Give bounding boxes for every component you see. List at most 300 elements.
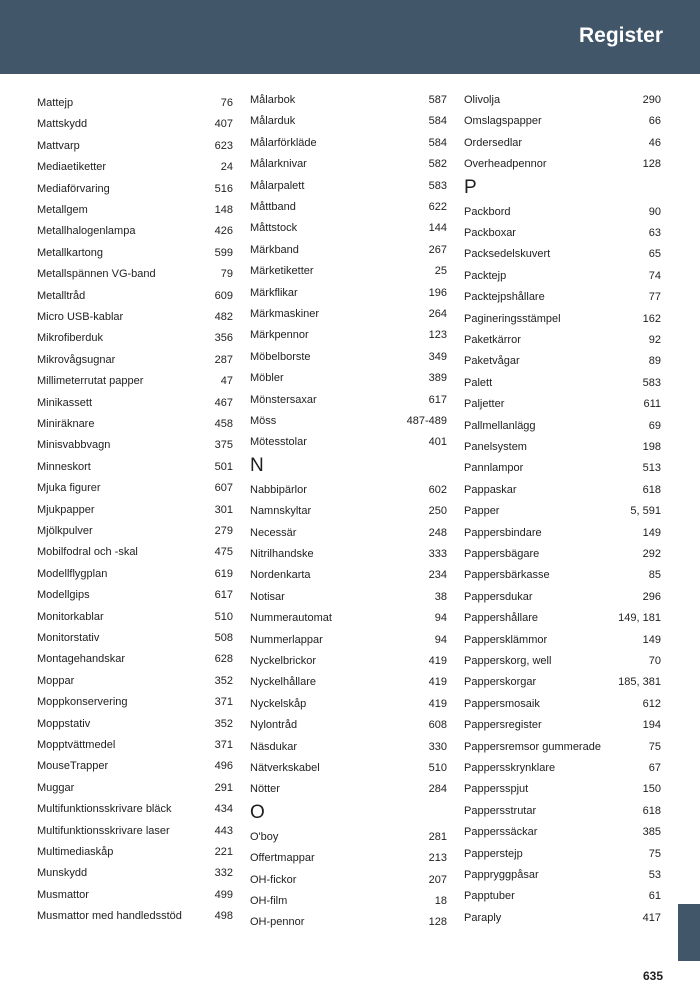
index-entry xyxy=(37,94,233,112)
index-entry xyxy=(464,631,661,649)
index-term: Mötesstolar xyxy=(250,436,307,449)
index-entry xyxy=(464,909,661,927)
index-page-ref: 622 xyxy=(428,201,447,213)
index-page-ref: 375 xyxy=(214,439,233,452)
index-term: OH-pennor xyxy=(250,916,305,929)
index-page-ref: 599 xyxy=(214,246,233,259)
index-page-ref: 419 xyxy=(428,676,447,689)
index-page-ref: 508 xyxy=(214,632,233,644)
index-term: Möss xyxy=(250,415,277,427)
index-entry xyxy=(464,802,661,820)
index-page-ref: 482 xyxy=(214,311,233,323)
index-entry xyxy=(37,672,233,690)
index-page-ref: 150 xyxy=(642,783,661,796)
index-term: Metallspännen VG-band xyxy=(37,268,156,281)
index-entry xyxy=(250,871,447,889)
index-page-ref: 90 xyxy=(648,205,661,218)
index-page-ref: 475 xyxy=(214,546,233,559)
index-entry xyxy=(464,566,661,584)
index-page-ref: 611 xyxy=(643,398,661,411)
index-term: Necessär xyxy=(250,526,297,539)
index-page-ref: 148 xyxy=(214,204,233,216)
index-entry xyxy=(250,716,447,734)
index-term: Minneskort xyxy=(37,460,91,473)
index-page-ref: 287 xyxy=(214,353,233,366)
index-page-ref: 608 xyxy=(428,719,447,732)
index-term: Pagineringsstämpel xyxy=(464,312,561,325)
index-entry xyxy=(464,155,661,173)
index-term: Monitorstativ xyxy=(37,632,100,644)
index-term: Packtejp xyxy=(464,269,507,282)
index-page-ref: 623 xyxy=(214,139,233,152)
index-page-ref: 301 xyxy=(214,503,233,516)
index-page-ref: 587 xyxy=(428,94,447,106)
index-term: Nyckelbrickor xyxy=(250,655,317,667)
index-page-ref: 123 xyxy=(428,329,447,342)
index-entry xyxy=(464,524,661,542)
index-term: Pannlampor xyxy=(464,462,524,475)
index-entry xyxy=(37,522,233,540)
index-entry xyxy=(250,502,447,520)
index-entry xyxy=(37,715,233,733)
index-page-ref: 75 xyxy=(648,740,661,753)
index-entry xyxy=(37,394,233,412)
index-entry xyxy=(250,695,447,713)
index-term: OH-film xyxy=(250,895,288,907)
index-page-ref: 371 xyxy=(214,739,233,751)
index-entry xyxy=(250,481,447,499)
index-entry xyxy=(250,892,447,910)
index-entry xyxy=(464,545,661,563)
index-entry xyxy=(464,331,661,349)
index-page-ref: 53 xyxy=(648,869,661,881)
index-page-ref: 513 xyxy=(642,462,661,475)
index-entry xyxy=(464,310,661,328)
index-entry xyxy=(464,459,661,477)
index-page-ref: 617 xyxy=(428,393,447,406)
index-page-ref: 149 xyxy=(642,633,661,646)
index-term: Metallhalogenlampa xyxy=(37,225,136,238)
section-tab-marker xyxy=(678,904,700,961)
index-entry xyxy=(464,112,661,130)
index-entry xyxy=(37,501,233,519)
index-entry xyxy=(250,305,447,323)
index-entry xyxy=(37,436,233,454)
index-page-ref: 487-489 xyxy=(406,415,447,427)
index-term: Monitorkablar xyxy=(37,610,104,623)
index-term: Pappersbärkasse xyxy=(464,569,550,582)
index-entry xyxy=(250,348,447,366)
index-page-ref: 498 xyxy=(214,910,233,923)
index-entry xyxy=(464,417,661,435)
index-page-ref: 79 xyxy=(220,268,233,281)
index-term: Pappersmosaik xyxy=(464,697,540,710)
index-page-ref: 128 xyxy=(642,158,661,171)
section-letter xyxy=(250,801,447,825)
index-entry xyxy=(250,849,447,867)
index-entry xyxy=(464,267,661,285)
index-entry xyxy=(37,650,233,668)
index-entry xyxy=(464,716,661,734)
index-entry xyxy=(37,822,233,840)
index-page-ref: 77 xyxy=(648,291,661,304)
index-term: Mjukpapper xyxy=(37,503,95,516)
index-entry xyxy=(250,673,447,691)
index-term: Märkband xyxy=(250,243,299,256)
index-page-ref: 279 xyxy=(214,525,233,537)
index-page-ref: 198 xyxy=(642,441,661,453)
index-entry xyxy=(464,609,661,627)
index-entry xyxy=(464,887,661,905)
index-entry xyxy=(464,481,661,499)
index-term: Målarpalett xyxy=(250,179,305,192)
index-page-ref: 144 xyxy=(428,222,447,235)
index-term: Märketiketter xyxy=(250,265,314,278)
index-entry xyxy=(37,372,233,390)
index-term: Mikrovågsugnar xyxy=(37,353,116,366)
index-term: Måttstock xyxy=(250,222,298,235)
index-term: Nötter xyxy=(250,783,280,796)
index-term: Pappersbägare xyxy=(464,548,540,560)
index-term: Minisvabbvagn xyxy=(37,439,111,452)
index-entry xyxy=(250,198,447,216)
index-term: Palett xyxy=(464,376,493,389)
index-entry xyxy=(250,112,447,130)
index-page-ref: 332 xyxy=(214,867,233,880)
index-page-ref: 75 xyxy=(648,847,661,860)
index-page-ref: 496 xyxy=(214,760,233,773)
index-page-ref: 510 xyxy=(428,762,447,774)
index-entry xyxy=(250,631,447,649)
index-page-ref: 24 xyxy=(220,161,233,174)
index-page-ref: 94 xyxy=(434,612,447,625)
index-page-ref: 618 xyxy=(642,804,661,817)
index-page-ref: 63 xyxy=(648,227,661,239)
index-term: Pappryggpåsar xyxy=(464,869,539,881)
index-term: Millimeterrutat papper xyxy=(37,375,144,388)
index-page-ref: 352 xyxy=(214,717,233,730)
index-entry xyxy=(250,134,447,152)
index-term: Ordersedlar xyxy=(464,136,523,149)
index-page-ref: 628 xyxy=(214,653,233,666)
index-entry xyxy=(37,415,233,433)
index-entry xyxy=(37,158,233,176)
index-term: Pappersspjut xyxy=(464,783,529,796)
index-page-ref: 25 xyxy=(434,265,447,278)
index-page-ref: 352 xyxy=(214,674,233,687)
index-entry xyxy=(464,352,661,370)
index-term: Nordenkarta xyxy=(250,569,311,582)
index-term: Metallkartong xyxy=(37,246,104,259)
index-page-ref: 5, 591 xyxy=(630,505,661,518)
index-entry xyxy=(464,245,661,263)
index-page-ref: 385 xyxy=(642,826,661,839)
index-entry xyxy=(37,736,233,754)
index-term: Paketkärror xyxy=(464,334,521,346)
index-entry xyxy=(250,412,447,430)
index-term: Mönstersaxar xyxy=(250,393,317,406)
index-term: Märkmaskiner xyxy=(250,308,320,320)
index-entry xyxy=(464,845,661,863)
index-term: Nyckelskåp xyxy=(250,697,307,710)
page-title: Register xyxy=(578,24,663,47)
index-entry xyxy=(464,695,661,713)
index-entry xyxy=(250,241,447,259)
index-term: Nyckelhållare xyxy=(250,676,317,689)
index-page-ref: 467 xyxy=(214,396,233,409)
index-entry xyxy=(250,219,447,237)
index-term: Overheadpennor xyxy=(464,158,547,171)
index-term: Nummerautomat xyxy=(250,612,332,625)
index-term: Muggar xyxy=(37,781,75,794)
index-entry xyxy=(250,566,447,584)
index-term: Papperskorgar xyxy=(464,676,537,689)
index-page-ref: 213 xyxy=(428,852,447,865)
index-page-ref: 582 xyxy=(428,158,447,171)
index-term: Mopptvättmedel xyxy=(37,739,116,751)
index-entry xyxy=(37,265,233,283)
index-page-ref: 46 xyxy=(648,136,661,149)
index-page-ref: 264 xyxy=(428,308,447,320)
index-page-ref: 281 xyxy=(428,830,447,843)
index-page-ref: 371 xyxy=(214,696,233,709)
index-term: Mobilfodral och -skal xyxy=(37,546,138,559)
index-entry xyxy=(37,800,233,818)
index-term: Papperssäckar xyxy=(464,826,538,839)
index-entry xyxy=(464,134,661,152)
index-term: Papperskorg, well xyxy=(464,655,552,667)
index-entry xyxy=(250,913,447,931)
index-page-ref: 92 xyxy=(648,334,661,346)
index-term: Märkpennor xyxy=(250,329,309,342)
index-term: Papperstejp xyxy=(464,847,523,860)
index-term: Mattskydd xyxy=(37,118,88,131)
index-entry xyxy=(250,284,447,302)
index-page-ref: 499 xyxy=(214,888,233,901)
index-entry xyxy=(37,287,233,305)
index-page-ref: 443 xyxy=(214,824,233,837)
index-entry xyxy=(250,391,447,409)
index-entry xyxy=(250,652,447,670)
index-entry xyxy=(37,907,233,925)
index-entry xyxy=(464,224,661,242)
index-term: Näsdukar xyxy=(250,740,298,753)
section-letter-text: O xyxy=(250,801,265,823)
index-entry xyxy=(37,351,233,369)
index-entry xyxy=(250,588,447,606)
index-entry xyxy=(250,738,447,756)
index-entry xyxy=(464,91,661,109)
index-page-ref: 389 xyxy=(428,372,447,385)
index-term: Omslagspapper xyxy=(464,115,542,128)
index-term: Mediaförvaring xyxy=(37,182,110,195)
index-entry xyxy=(37,308,233,326)
index-page-ref: 583 xyxy=(428,179,447,192)
index-term: Namnskyltar xyxy=(250,505,312,518)
index-term: Moppstativ xyxy=(37,717,91,730)
index-page-ref: 419 xyxy=(428,655,447,667)
index-entry xyxy=(464,780,661,798)
index-term: Papptuber xyxy=(464,890,515,903)
index-entry xyxy=(250,828,447,846)
index-page-ref: 619 xyxy=(214,567,233,580)
index-term: Mjölkpulver xyxy=(37,525,93,537)
index-term: Pappersdukar xyxy=(464,590,533,603)
index-term: OH-fickor xyxy=(250,873,297,886)
index-term: Möbler xyxy=(250,372,284,385)
index-page-ref: 356 xyxy=(214,332,233,345)
index-page-ref: 333 xyxy=(428,548,447,560)
index-term: Mjuka figurer xyxy=(37,482,101,495)
index-page-ref: 330 xyxy=(428,740,447,753)
index-entry xyxy=(37,479,233,497)
index-page-ref: 61 xyxy=(648,890,661,903)
index-entry xyxy=(464,866,661,884)
index-entry xyxy=(37,779,233,797)
index-entry xyxy=(464,738,661,756)
index-page-ref: 291 xyxy=(214,781,233,794)
index-entry xyxy=(464,502,661,520)
index-entry xyxy=(464,823,661,841)
index-term: Nitrilhandske xyxy=(250,548,314,560)
index-entry xyxy=(37,693,233,711)
index-entry xyxy=(250,545,447,563)
index-entry xyxy=(37,180,233,198)
index-entry xyxy=(37,222,233,240)
page-number: 635 xyxy=(642,969,663,983)
index-term: Möbelborste xyxy=(250,350,311,363)
index-page-ref: 248 xyxy=(428,526,447,539)
index-page-ref: 74 xyxy=(648,269,661,282)
index-entry xyxy=(37,843,233,861)
index-entry xyxy=(250,369,447,387)
index-page-ref: 434 xyxy=(214,803,233,816)
index-page-ref: 196 xyxy=(428,286,447,299)
index-page-ref: 47 xyxy=(220,375,233,388)
index-page-ref: 70 xyxy=(648,655,661,667)
index-entry xyxy=(464,438,661,456)
index-page-ref: 250 xyxy=(428,505,447,518)
index-entry xyxy=(250,326,447,344)
index-page-ref: 67 xyxy=(648,762,661,774)
index-term: O'boy xyxy=(250,830,279,843)
index-entry xyxy=(37,329,233,347)
index-term: Moppkonservering xyxy=(37,696,128,709)
index-page-ref: 185, 381 xyxy=(618,676,661,689)
index-term: Panelsystem xyxy=(464,441,527,453)
index-entry xyxy=(464,588,661,606)
index-term: Micro USB-kablar xyxy=(37,311,124,323)
index-page-ref: 401 xyxy=(428,436,447,449)
index-term: Miniräknare xyxy=(37,418,95,430)
index-term: Målarförkläde xyxy=(250,136,317,149)
index-page-ref: 612 xyxy=(642,697,661,710)
index-term: Paketvågar xyxy=(464,355,520,368)
page-header-band xyxy=(0,0,700,74)
index-page-ref: 584 xyxy=(428,136,447,149)
index-term: Minikassett xyxy=(37,396,93,409)
index-page-ref: 162 xyxy=(642,312,661,325)
index-term: Pallmellanlägg xyxy=(464,419,536,432)
index-term: Mediaetiketter xyxy=(37,161,107,174)
index-term: Målarknivar xyxy=(250,158,307,171)
index-page-ref: 290 xyxy=(642,94,661,106)
index-entry xyxy=(37,115,233,133)
index-term: Modellflygplan xyxy=(37,567,108,580)
index-term: MouseTrapper xyxy=(37,760,109,773)
index-term: Pappersremsor gummerade xyxy=(464,740,601,753)
index-term: Notisar xyxy=(250,590,285,603)
index-page-ref: 501 xyxy=(214,460,233,473)
index-term: Metallgem xyxy=(37,204,88,216)
index-page-ref: 85 xyxy=(648,569,661,582)
index-entry xyxy=(37,137,233,155)
index-term: Pappersstrutar xyxy=(464,804,537,817)
index-term: Multifunktionsskrivare bläck xyxy=(37,803,172,816)
index-page-ref: 419 xyxy=(428,697,447,710)
index-page-ref: 149, 181 xyxy=(618,612,661,625)
index-term: Nätverkskabel xyxy=(250,762,320,774)
index-entry xyxy=(464,673,661,691)
index-page-ref: 458 xyxy=(214,418,233,430)
index-page-ref: 602 xyxy=(428,483,447,496)
index-term: Metalltråd xyxy=(37,289,86,302)
index-term: Packboxar xyxy=(464,227,516,239)
index-term: Munskydd xyxy=(37,867,88,880)
index-page-ref: 207 xyxy=(428,873,447,886)
index-page-ref: 584 xyxy=(428,115,447,128)
index-page-ref: 617 xyxy=(214,589,233,602)
index-entry xyxy=(250,433,447,451)
index-page-ref: 296 xyxy=(642,590,661,603)
index-page-ref: 65 xyxy=(648,248,661,261)
index-page-ref: 38 xyxy=(434,590,447,603)
index-entry xyxy=(250,609,447,627)
index-page-ref: 234 xyxy=(428,569,447,582)
index-entry xyxy=(37,629,233,647)
index-page-ref: 583 xyxy=(642,376,661,389)
index-page-ref: 89 xyxy=(648,355,661,368)
index-page-ref: 510 xyxy=(214,610,233,623)
index-page-ref: 284 xyxy=(428,783,447,796)
section-letter xyxy=(250,454,447,478)
index-term: Multimediaskåp xyxy=(37,846,114,858)
index-term: Pappersskrynklare xyxy=(464,762,556,774)
index-page-ref: 76 xyxy=(220,97,233,109)
index-page-ref: 292 xyxy=(642,548,661,560)
index-term: Multifunktionsskrivare laser xyxy=(37,824,170,837)
index-term: Olivolja xyxy=(464,94,501,106)
index-page-ref: 349 xyxy=(428,350,447,363)
index-term: Målarduk xyxy=(250,115,296,128)
index-term: Märkflikar xyxy=(250,286,298,299)
index-entry xyxy=(37,458,233,476)
index-entry xyxy=(250,524,447,542)
index-term: Pappersklämmor xyxy=(464,633,548,646)
index-term: Mattejp xyxy=(37,97,74,109)
index-term: Mattvarp xyxy=(37,139,80,152)
index-page-ref: 417 xyxy=(642,911,661,924)
index-page-ref: 221 xyxy=(214,846,233,858)
index-page-ref: 18 xyxy=(434,895,447,907)
index-term: Paljetter xyxy=(464,398,505,411)
index-entry xyxy=(250,262,447,280)
index-entry xyxy=(464,288,661,306)
index-term: Packsedelskuvert xyxy=(464,248,551,261)
section-letter-text: P xyxy=(464,176,477,198)
index-term: Modellgips xyxy=(37,589,90,602)
index-term: Moppar xyxy=(37,674,75,687)
